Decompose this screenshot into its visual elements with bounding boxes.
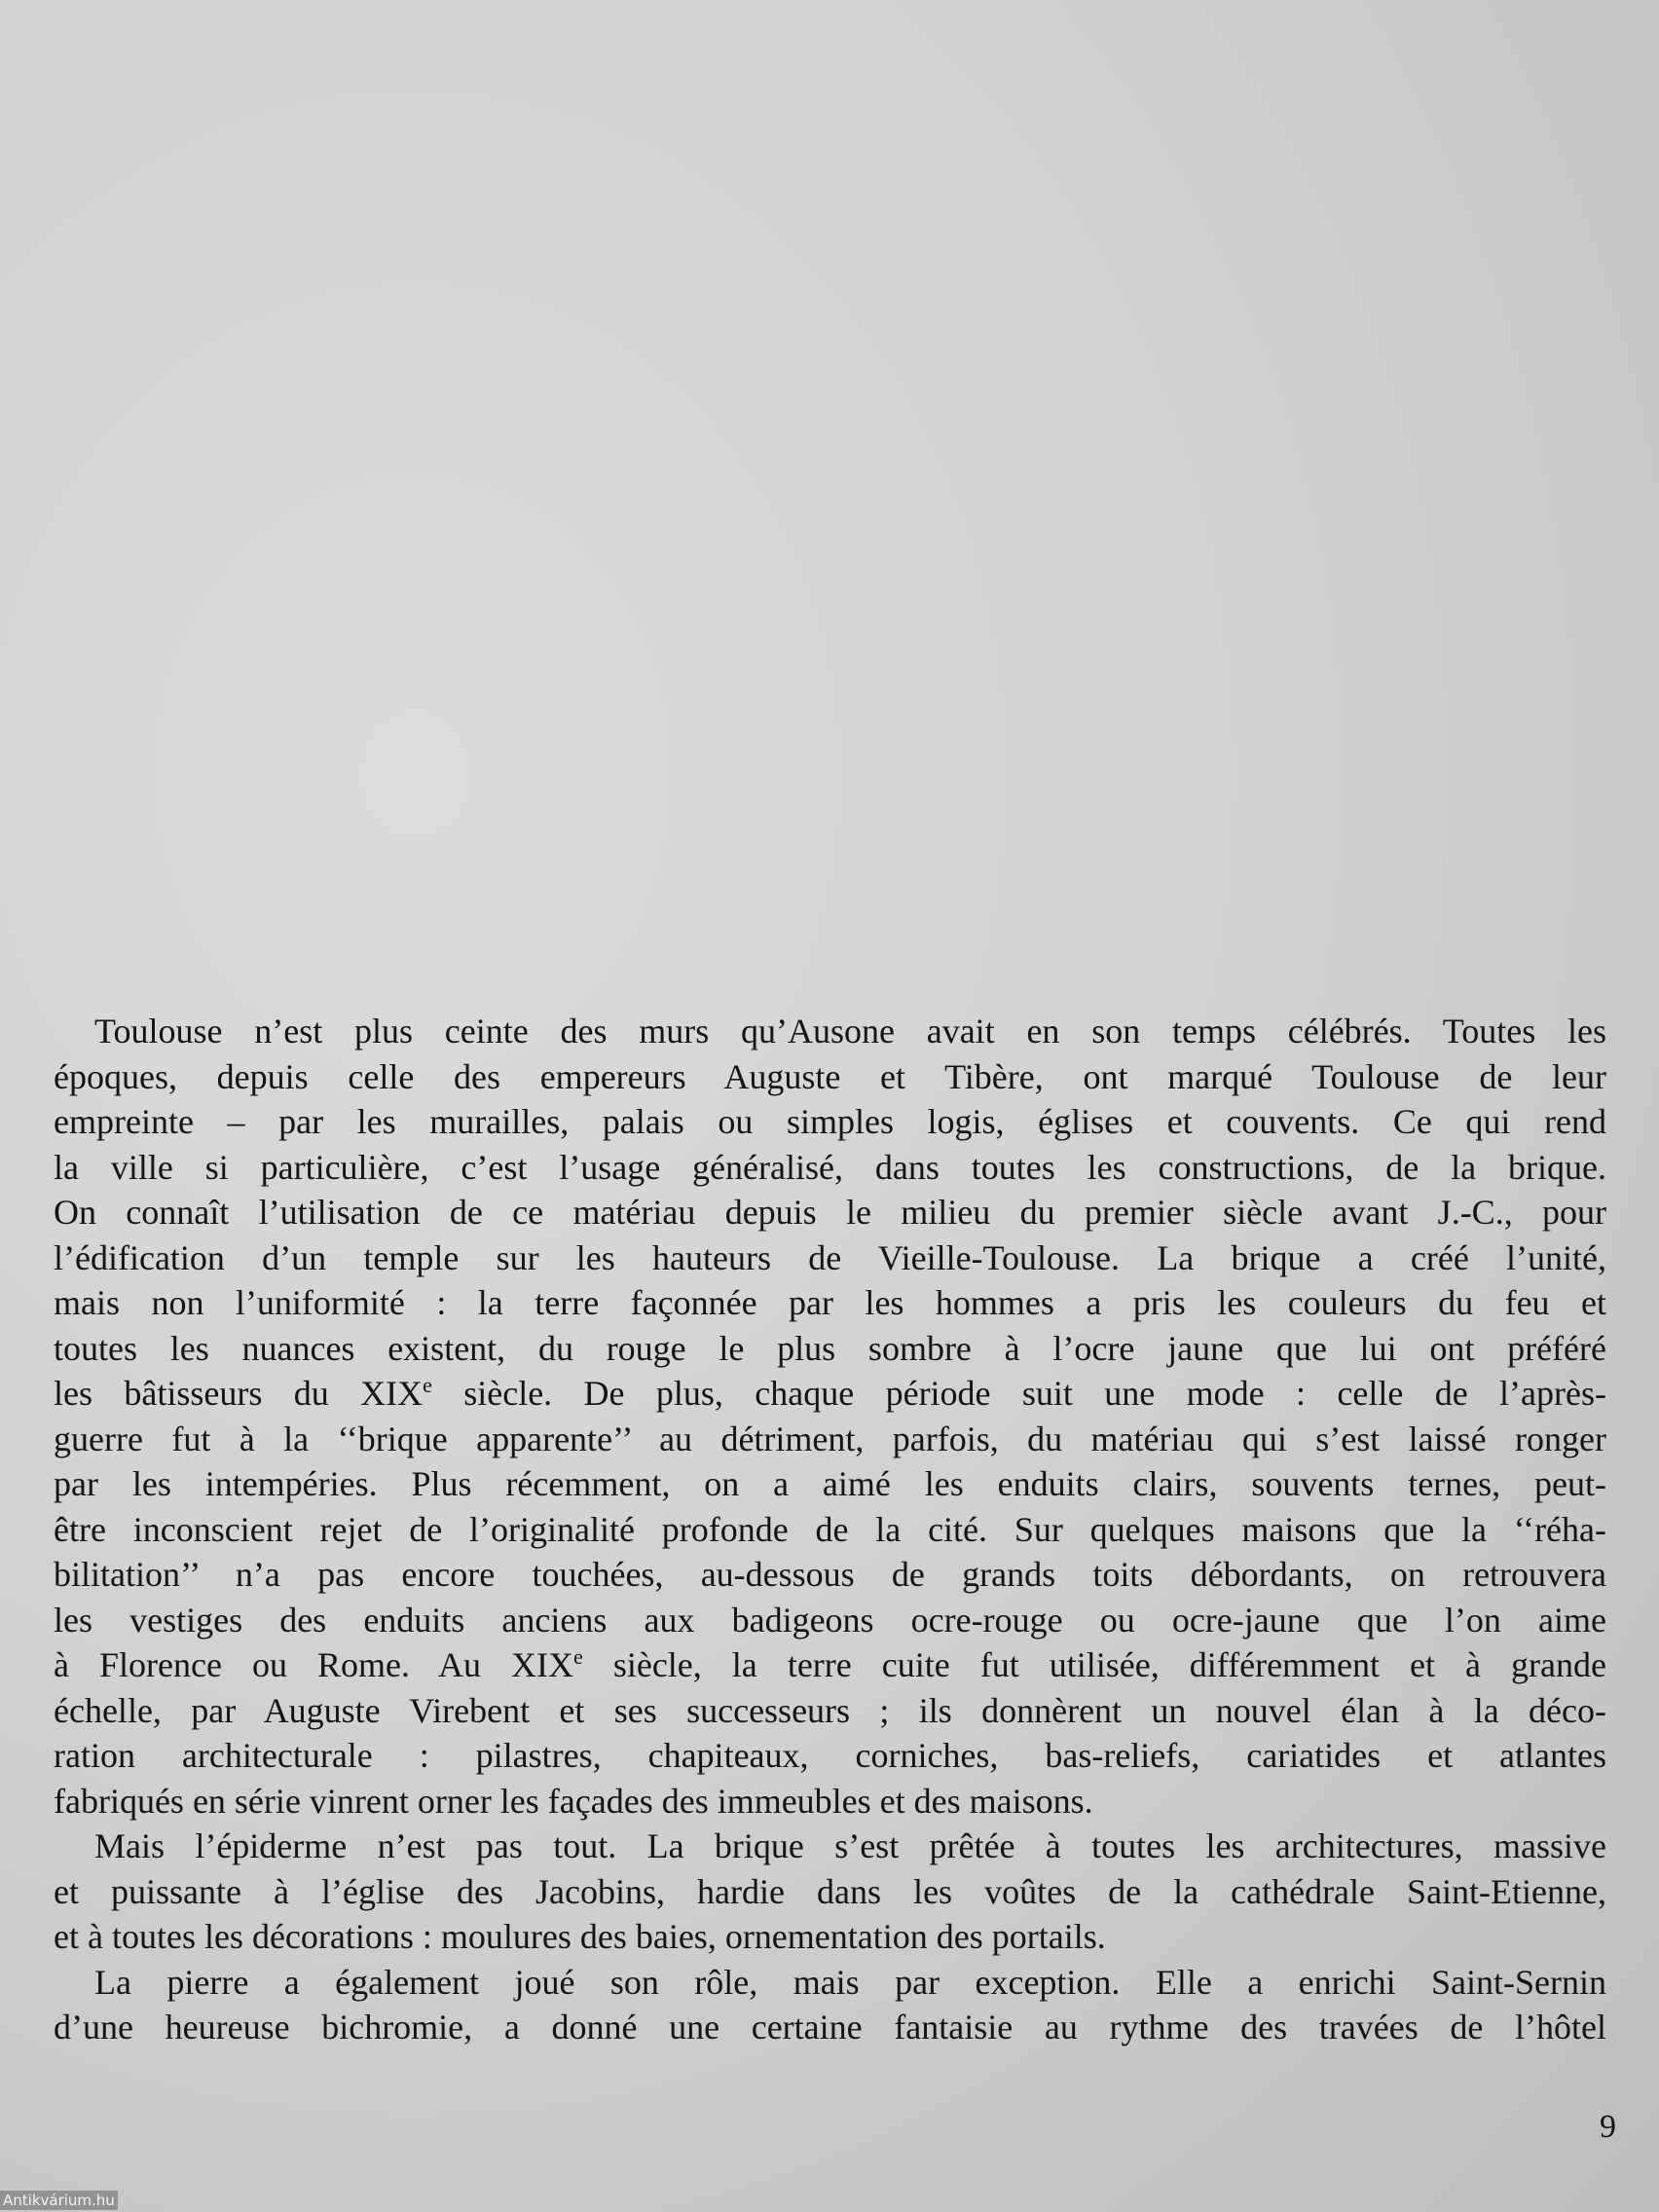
text-line: bilitation’’ n’a pas encore touchées, au-dessous de grands toits débordants, on retrouvera <box>54 1555 1606 1594</box>
text-line: Toulouse n’est plus ceinte des murs qu’Ausone avait en son temps célébrés. Toutes les <box>94 1012 1606 1051</box>
text-line: On connaît l’utilisation de ce matériau depuis le milieu du premier siècle avant J.-C., pour <box>54 1193 1606 1232</box>
text-line: et à toutes les décorations : moulures des baies, ornementation des portails. <box>54 1917 1106 1956</box>
text-line <box>54 1371 1606 1417</box>
text-line: d’une heureuse bichromie, a donné une certaine fantaisie au rythme des travées de l’hôtel <box>54 2008 1606 2046</box>
text-line: ration architecturale : pilastres, chapiteaux, corniches, bas-reliefs, cariatides et atlantes <box>54 1736 1606 1775</box>
body-text <box>54 1009 1606 2050</box>
text-line: empreinte – par les murailles, palais ou simples logis, églises et couvents. Ce qui rend <box>54 1102 1606 1141</box>
text-line: mais non l’uniformité : la terre façonnée par les hommes a pris les couleurs du feu et <box>54 1283 1606 1322</box>
text-fragment: à Florence ou Rome. Au XIX <box>54 1645 574 1684</box>
text-fragment: siècle. De plus, chaque période suit une mode : celle de l’après- <box>431 1374 1606 1413</box>
text-fragment: les bâtisseurs du XIX <box>54 1374 424 1413</box>
page-number: 9 <box>1600 2109 1616 2145</box>
text-line <box>54 1642 1606 1688</box>
superscript: e <box>573 1644 583 1669</box>
text-line: les vestiges des enduits anciens aux badigeons ocre-rouge ou ocre-jaune que l’on aime <box>54 1600 1606 1640</box>
text-line: être inconscient rejet de l’originalité profonde de la cité. Sur quelques maisons que la ‘‘réha- <box>54 1509 1606 1549</box>
watermark: Antikvárium.hu <box>0 2191 118 2210</box>
superscript: e <box>423 1373 432 1397</box>
text-line: échelle, par Auguste Virebent et ses successeurs ; ils donnèrent un nouvel élan à la déco- <box>54 1690 1606 1730</box>
text-line: Mais l’épiderme n’est pas tout. La brique s’est prêtée à toutes les architectures, massive <box>94 1826 1606 1865</box>
text-line: toutes les nuances existent, du rouge le plus sombre à l’ocre jaune que lui ont préféré <box>54 1328 1606 1368</box>
text-line: fabriqués en série vinrent orner les façades des immeubles et des maisons. <box>54 1781 1093 1821</box>
text-fragment: siècle, la terre cuite fut utilisée, différemment et à grande <box>582 1645 1606 1684</box>
text-line: et puissante à l’église des Jacobins, hardie dans les voûtes de la cathédrale Saint-Etienne, <box>54 1871 1606 1911</box>
text-line: par les intempéries. Plus récemment, on a aimé les enduits clairs, souvents ternes, peut- <box>54 1464 1606 1503</box>
text-line: La pierre a également joué son rôle, mais par exception. Elle a enrichi Saint-Sernin <box>94 1962 1606 2002</box>
text-line: l’édification d’un temple sur les hauteurs de Vieille-Toulouse. La brique a créé l’unité, <box>54 1237 1606 1277</box>
text-line: époques, depuis celle des empereurs Auguste et Tibère, ont marqué Toulouse de leur <box>54 1056 1606 1096</box>
text-line: la ville si particulière, c’est l’usage généralisé, dans toutes les constructions, de la brique. <box>54 1147 1606 1187</box>
text-line: guerre fut à la ‘‘brique apparente’’ au détriment, parfois, du matériau qui s’est laissé ronger <box>54 1419 1606 1458</box>
